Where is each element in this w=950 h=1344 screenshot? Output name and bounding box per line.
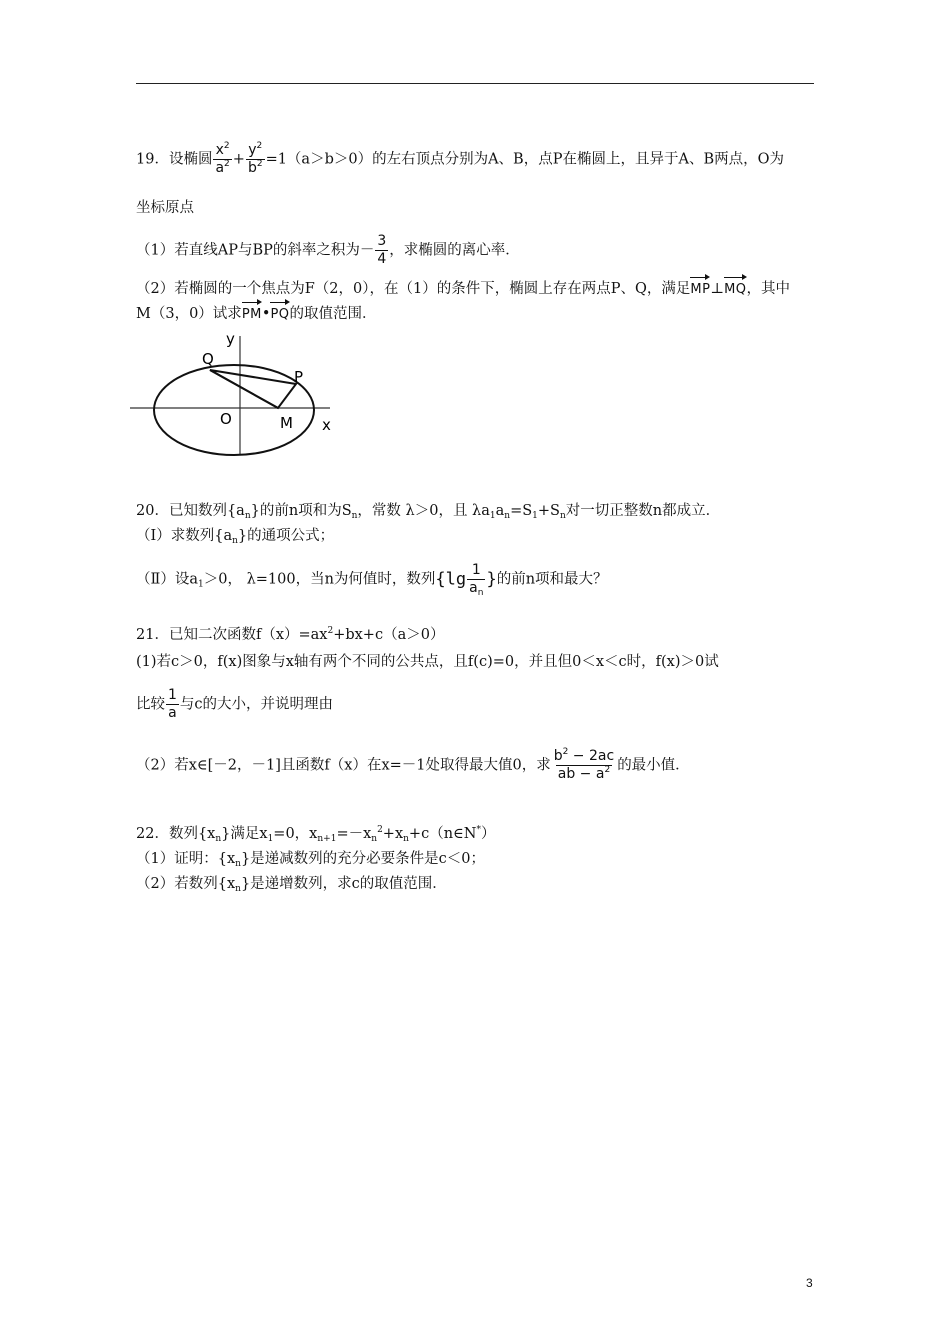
q20-line-3: （Ⅱ）设$a_1>0$， λ=100，当n为何值时，数列{lg $\frac{1}{a_n}$ }的前n项和最大？ (136, 562, 608, 598)
label-q: Q (202, 350, 214, 368)
q19-part-2: （2）若椭圆的一个焦点为F（2，0），在（1）的条件下，椭圆上存在两点P、Q，满足MP⊥MQ，其中 (136, 276, 790, 300)
page-number: 3 (806, 1276, 813, 1290)
q21-line-3: 比较 $\frac{1}{a}$ 与c的大小，并说明理由 (136, 687, 334, 721)
vector-pq: PQ (270, 301, 289, 325)
q21-line-4: （2）若x∈[－2，－1]且函数f（x）在x=－1处取得最大值0，求 $\frac{b^2 - 2ac}{ab - a^2}$ 的最小值． (136, 747, 690, 782)
q19-part-2b: M（3，0）试求PM•PQ的取值范围． (136, 301, 377, 325)
fraction-3-4: $\frac{3}{4}$ (377, 233, 387, 267)
vector-mp: MP (690, 276, 710, 300)
q22-line-2: （1）证明：$\{x_n\}$是递减数列的充分必要条件是c＜0； (136, 851, 486, 869)
fraction-y2-b2: $\frac{y^2}{b^2}$ (247, 141, 263, 176)
q22-line-1: 22．数列$\{x_n\}$满足$x_1=0$，$x_{n+1}=-x_n^2+x_n+c(n\in N^*)$ (136, 825, 496, 844)
ellipse-curve (154, 365, 314, 455)
label-m: M (280, 414, 293, 432)
header-rule (136, 83, 814, 84)
vector-pm: PM (242, 301, 262, 325)
q19-part-1: （1）若直线AP与BP的斜率之积为－ $\frac{3}{4}$ ，求椭圆的离心率． (136, 233, 520, 267)
fraction-x2-a2: $\frac{x^2}{a^2}$ (215, 141, 230, 176)
q19-number: 19． (136, 151, 169, 168)
q20-line-1: 20．已知数列$\{a_n\}$的前n项和为$S_n$，常数 λ＞0，且 $\lambda a_1a_n=S_1+S_n$对一切正整数n都成立． (136, 503, 721, 521)
q20-line-2: （Ⅰ）求数列$\{a_n\}$的通项公式； (136, 528, 335, 546)
q21-line-1: 21．已知二次函数$f(x)=ax^2+bx+c(a>0)$ (136, 626, 445, 643)
fraction-b2-2ac: $\frac{b^2 - 2ac}{ab - a^2}$ (553, 747, 615, 782)
triangle-qpm (210, 370, 296, 408)
label-o: O (220, 410, 232, 428)
ellipse-figure (130, 328, 350, 458)
fraction-1-an: $\frac{1}{a_n}$ (469, 562, 484, 598)
vector-mq: MQ (724, 276, 746, 300)
q19-line-1: 19．设椭圆 $\frac{x^2}{a^2}$ + $\frac{y^2}{b^2}$ =1（a＞b＞0）的左右顶点分别为A、B，点P在椭圆上，且异于A、B两点，O为 (136, 141, 784, 176)
label-p: P (294, 368, 304, 386)
q19-line-2: 坐标原点 (136, 200, 194, 216)
label-y: y (226, 330, 235, 348)
label-x: x (322, 416, 331, 434)
q22-line-3: （2）若数列$\{x_n\}$是递增数列，求c的取值范围． (136, 876, 447, 894)
q21-line-2: (1)若c＞0，f(x)图象与x轴有两个不同的公共点，且f(c)=0，并且但0＜x＜c时，f(x)＞0试 (136, 654, 719, 670)
fraction-1-a: $\frac{1}{a}$ (168, 687, 177, 721)
